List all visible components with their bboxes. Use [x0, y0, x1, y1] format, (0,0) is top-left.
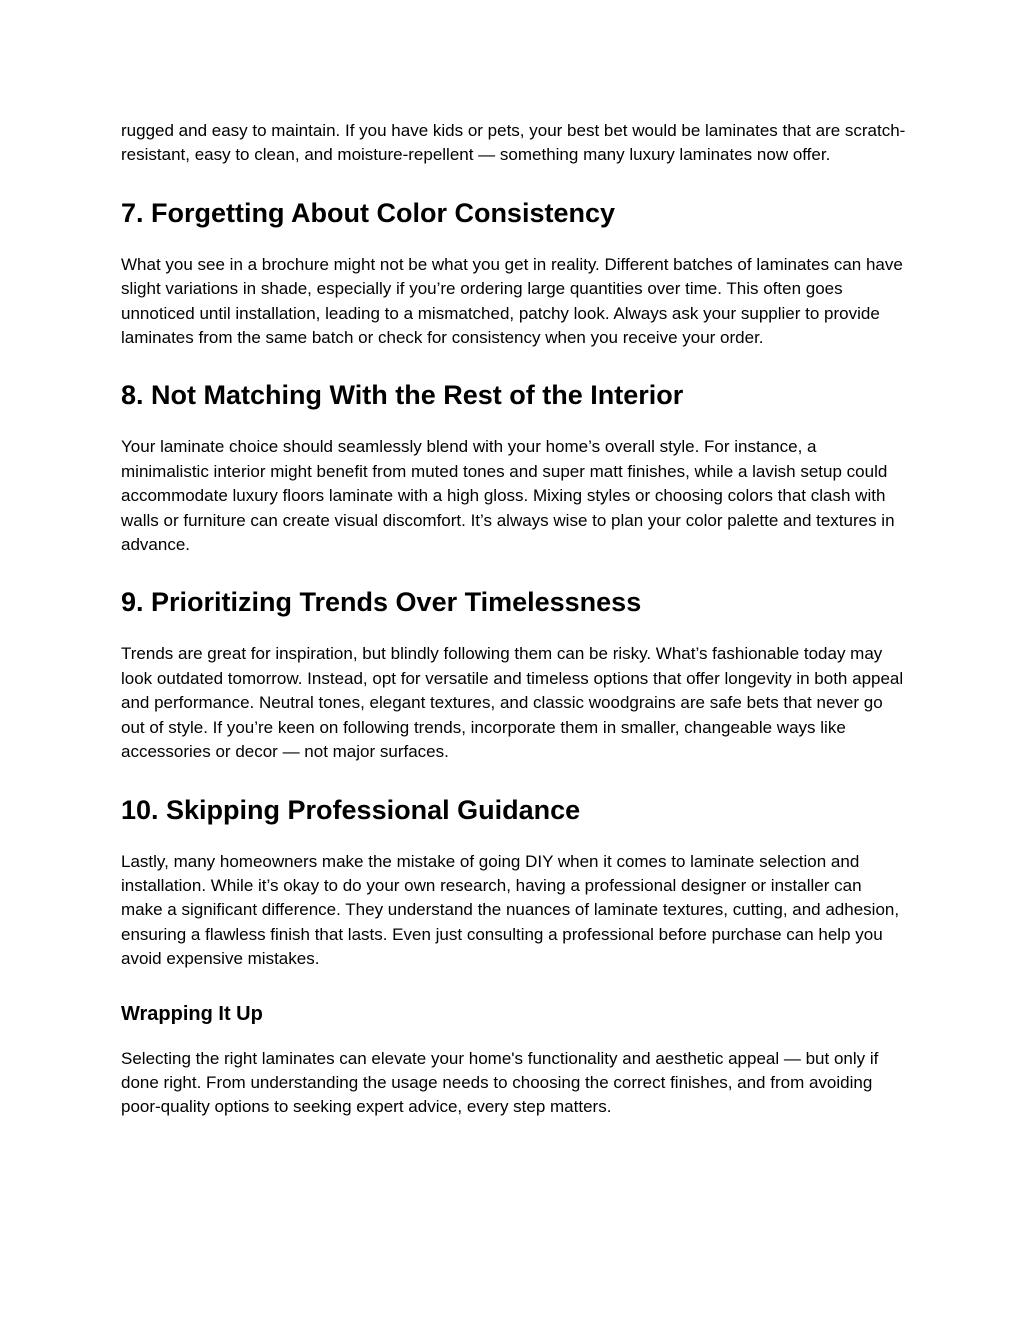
intro-paragraph: rugged and easy to maintain. If you have kids or pets, your best bet would be laminates that are scratch-resistant, easy to clean, and moisture-repellent — something many luxury laminates now offer.	[121, 121, 906, 165]
section-10-paragraph: Lastly, many homeowners make the mistake of going DIY when it comes to laminate selection and installation. While it’s okay to do your own research, having a professional designer or installer can make a significant difference. They understand the nuances of laminate textures, cutting, and adhesion, ensuring a flawless finish that lasts. Even just consulting a professional before purchase can help you avoid expensive mistakes.	[121, 851, 900, 969]
section-7-paragraph: What you see in a brochure might not be what you get in reality. Different batches of laminates can have slight variations in shade, especially if you’re ordering large quantities over time. This often goes unnoticed until installation, leading to a mismatched, patchy look. Always ask your supplier to provide laminates from the same batch or check for consistency when you receive your order.	[121, 254, 903, 348]
section-9-heading: 9. Prioritizing Trends Over Timelessness	[121, 587, 642, 618]
conclusion-paragraph: Selecting the right laminates can elevate your home's functionality and aesthetic appeal — but only if done right. From understanding the usage needs to choosing the correct finishes, and from avoiding poor-quality options to seeking expert advice, every step matters.	[121, 1048, 879, 1117]
section-8-heading: 8. Not Matching With the Rest of the Interior	[121, 380, 684, 411]
conclusion-heading: Wrapping It Up	[121, 1002, 263, 1025]
section-8-paragraph: Your laminate choice should seamlessly blend with your home’s overall style. For instance, a minimalistic interior might benefit from muted tones and super matt finishes, while a lavish setup could accommodate luxury floors laminate with a high gloss. Mixing styles or choosing colors that clash with walls or furniture can create visual discomfort. It’s always wise to plan your color palette and textures in advance.	[121, 437, 895, 555]
section-7-heading: 7. Forgetting About Color Consistency	[121, 197, 616, 228]
section-10-heading: 10. Skipping Professional Guidance	[121, 794, 581, 825]
document-body	[121, 119, 906, 1120]
section-9-paragraph: Trends are great for inspiration, but blindly following them can be risky. What’s fashionable today may look outdated tomorrow. Instead, opt for versatile and timeless options that offer longevity in both appeal and performance. Neutral tones, elegant textures, and classic woodgrains are safe bets that never go out of style. If you’re keen on following trends, incorporate them in smaller, changeable ways like accessories or decor — not major surfaces.	[121, 644, 904, 762]
